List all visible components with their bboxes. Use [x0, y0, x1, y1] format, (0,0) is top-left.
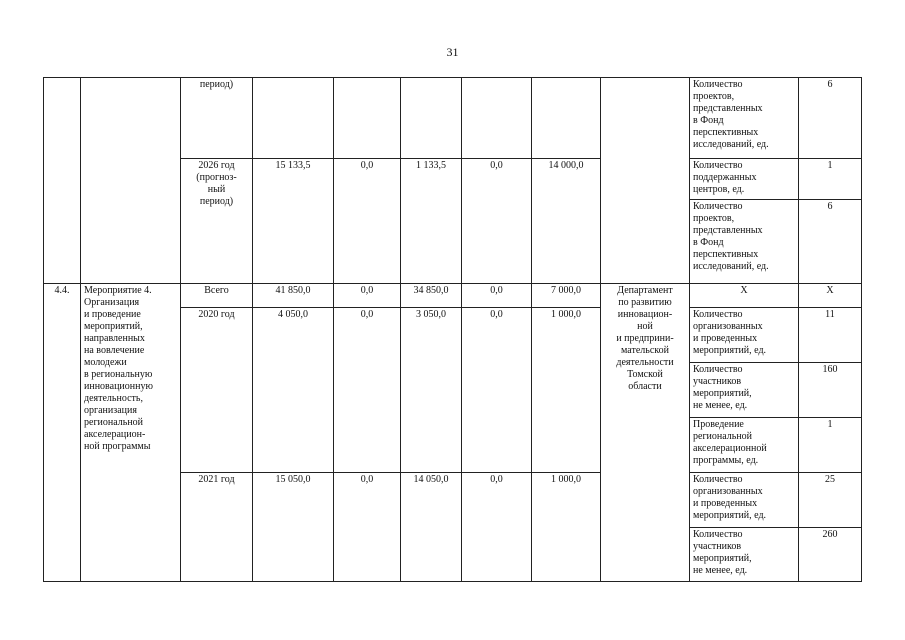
indicator-value-cell: 6	[799, 78, 862, 159]
total-cell: 41 850,0	[253, 284, 334, 308]
indicator-name-cell: Х	[690, 284, 799, 308]
regional-cell	[401, 78, 462, 159]
indicator-value-cell: Х	[799, 284, 862, 308]
total-cell: 15 133,5	[253, 159, 334, 284]
local-cell: 0,0	[462, 308, 532, 473]
local-cell: 0,0	[462, 159, 532, 284]
other-cell: 1 000,0	[532, 308, 601, 473]
indicator-name-cell: Количество проектов, представленных в Фонд перспективных исследований, ед.	[690, 78, 799, 159]
other-cell: 7 000,0	[532, 284, 601, 308]
other-cell: 1 000,0	[532, 473, 601, 582]
indicator-value-cell: 25	[799, 473, 862, 528]
event-title-cell	[81, 78, 181, 284]
indicator-name-cell: Проведение региональной акселерационной программы, ед.	[690, 418, 799, 473]
local-cell: 0,0	[462, 284, 532, 308]
table-row	[44, 78, 862, 159]
indicator-name-cell: Количество организованных и проведенных мероприятий, ед.	[690, 473, 799, 528]
regional-cell: 3 050,0	[401, 308, 462, 473]
page-number: 31	[446, 45, 459, 59]
table-row	[44, 284, 862, 308]
other-cell	[532, 78, 601, 159]
number-cell	[44, 78, 81, 284]
regional-cell: 1 133,5	[401, 159, 462, 284]
event-title-cell: Мероприятие 4. Организация и проведение мероприятий, направленных на вовлечение молодежи в региональную инновационную деятельность, организация региональной акселерацион- ной программы	[81, 284, 181, 582]
indicator-value-cell: 11	[799, 308, 862, 363]
period-cell: период)	[181, 78, 253, 159]
executor-cell	[601, 78, 690, 284]
indicator-value-cell: 260	[799, 528, 862, 582]
indicator-value-cell: 160	[799, 363, 862, 418]
period-cell: 2020 год	[181, 308, 253, 473]
local-cell: 0,0	[462, 473, 532, 582]
federal-cell: 0,0	[334, 308, 401, 473]
indicator-value-cell: 1	[799, 159, 862, 200]
regional-cell: 34 850,0	[401, 284, 462, 308]
other-cell: 14 000,0	[532, 159, 601, 284]
indicator-name-cell: Количество поддержанных центров, ед.	[690, 159, 799, 200]
period-cell: 2026 год (прогноз- ный период)	[181, 159, 253, 284]
indicator-name-cell: Количество участников мероприятий, не менее, ед.	[690, 528, 799, 582]
number-cell: 4.4.	[44, 284, 81, 582]
total-cell: 4 050,0	[253, 308, 334, 473]
federal-cell: 0,0	[334, 284, 401, 308]
period-cell: Всего	[181, 284, 253, 308]
indicator-name-cell: Количество проектов, представленных в Фонд перспективных исследований, ед.	[690, 200, 799, 284]
indicator-value-cell: 6	[799, 200, 862, 284]
program-table	[43, 77, 862, 582]
executor-cell: Департамент по развитию инновацион- ной и предприни- мательской деятельности Томской области	[601, 284, 690, 582]
federal-cell: 0,0	[334, 159, 401, 284]
total-cell	[253, 78, 334, 159]
indicator-name-cell: Количество участников мероприятий, не менее, ед.	[690, 363, 799, 418]
period-cell: 2021 год	[181, 473, 253, 582]
federal-cell: 0,0	[334, 473, 401, 582]
federal-cell	[334, 78, 401, 159]
indicator-value-cell: 1	[799, 418, 862, 473]
regional-cell: 14 050,0	[401, 473, 462, 582]
total-cell: 15 050,0	[253, 473, 334, 582]
indicator-name-cell: Количество организованных и проведенных мероприятий, ед.	[690, 308, 799, 363]
local-cell	[462, 78, 532, 159]
